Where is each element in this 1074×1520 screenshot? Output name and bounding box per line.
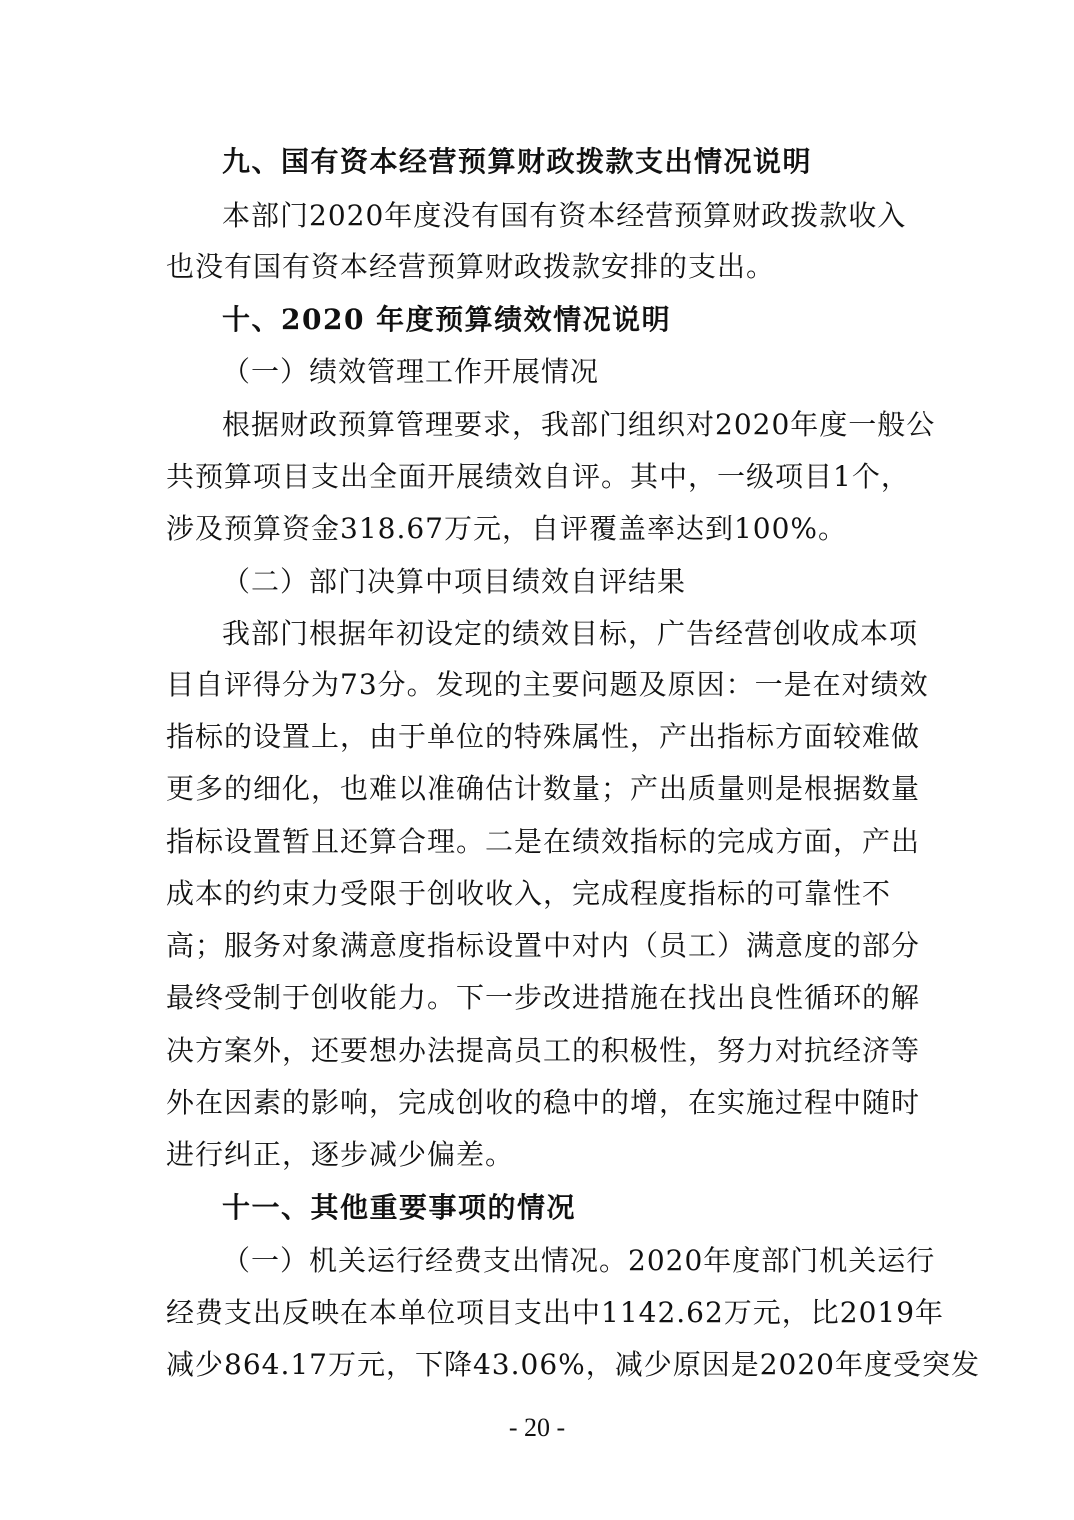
paragraph-line: 目自评得分为73分。发现的主要问题及原因：一是在对绩效: [166, 668, 929, 701]
page-number: - 20 -: [508, 1413, 566, 1442]
paragraph-line: 我部门根据年初设定的绩效目标，广告经营创收成本项: [222, 617, 919, 650]
paragraph-line: 根据财政预算管理要求，我部门组织对2020年度一般公: [222, 408, 936, 441]
paragraph-line: 也没有国有资本经营预算财政拨款安排的支出。: [166, 250, 776, 283]
paragraph-line: 高；服务对象满意度指标设置中对内（员工）满意度的部分: [166, 929, 921, 962]
paragraph-line: 指标设置暂且还算合理。二是在绩效指标的完成方面，产出: [166, 825, 921, 858]
paragraph-line: 经费支出反映在本单位项目支出中1142.62万元，比2019年: [166, 1296, 945, 1329]
paragraph-line: 减少864.17万元，下降43.06%，减少原因是2020年度受突发: [166, 1348, 980, 1381]
paragraph-line: 指标的设置上，由于单位的特殊属性，产出指标方面较难做: [166, 720, 921, 753]
paragraph-line: （一）机关运行经费支出情况。2020年度部门机关运行: [222, 1244, 936, 1277]
subsection-heading: （二）部门决算中项目绩效自评结果: [222, 565, 687, 598]
paragraph-line: 共预算项目支出全面开展绩效自评。其中，一级项目1个，: [166, 460, 910, 493]
subsection-heading: （一）绩效管理工作开展情况: [222, 355, 600, 388]
paragraph-line: 决方案外，还要想办法提高员工的积极性，努力对抗经济等: [166, 1034, 921, 1067]
paragraph-line: 涉及预算资金318.67万元，自评覆盖率达到100%。: [166, 512, 848, 545]
section-heading-9: 九、国有资本经营预算财政拨款支出情况说明: [222, 145, 813, 178]
paragraph-line: 外在因素的影响，完成创收的稳中的增，在实施过程中随时: [166, 1086, 921, 1119]
section-heading-10: 十、2020 年度预算绩效情况说明: [222, 303, 672, 336]
paragraph-line: 成本的约束力受限于创收收入，完成程度指标的可靠性不: [166, 877, 892, 910]
paragraph-line: 进行纠正，逐步减少偏差。: [166, 1138, 515, 1171]
paragraph-line: 最终受制于创收能力。下一步改进措施在找出良性循环的解: [166, 981, 921, 1014]
section-heading-11: 十一、其他重要事项的情况: [222, 1191, 577, 1224]
paragraph-line: 本部门2020年度没有国有资本经营预算财政拨款收入: [222, 199, 907, 232]
paragraph-line: 更多的细化，也难以准确估计数量；产出质量则是根据数量: [166, 772, 921, 805]
